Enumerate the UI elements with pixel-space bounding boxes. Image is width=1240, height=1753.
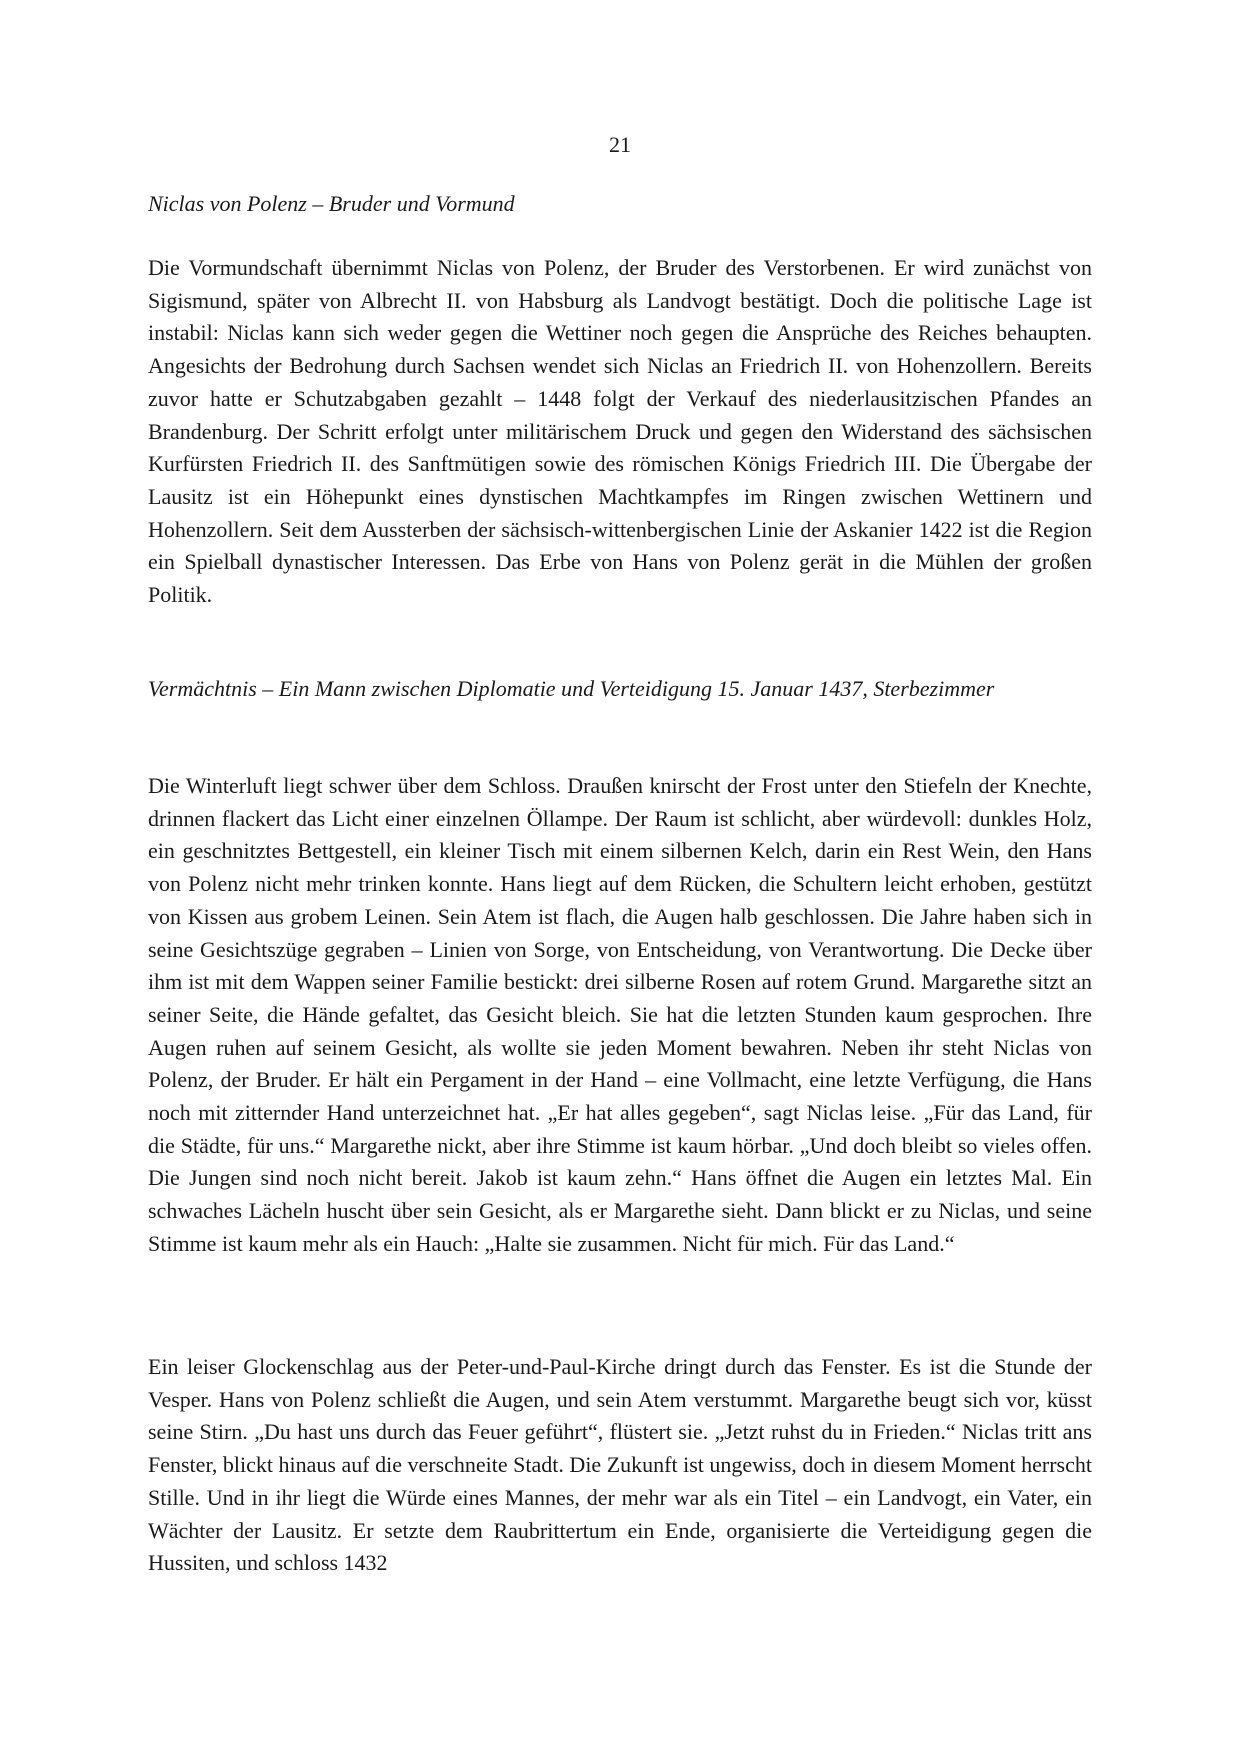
page-number: 21 [609, 132, 631, 157]
paragraph-sterbezimmer: Die Winterluft liegt schwer über dem Schloss. Draußen knirscht der Frost unter den Stiefeln der Knechte, drinnen flackert das Licht einer einzelnen Öllampe. Der Raum ist schlicht, aber würdevoll: dunkles Holz, ein geschnitztes Bettgestell, ein kleiner Tisch mit einem silbernen Kelch, darin ein Rest Wein, den Hans von Polenz nicht mehr trinken konnte. Hans liegt auf dem Rücken, die Schultern leicht erhoben, gestützt von Kissen aus grobem Leinen. Sein Atem ist flach, die Augen halb geschlossen. Die Jahre haben sich in seine Gesichtszüge gegraben – Linien von Sorge, von Entscheidung, von Verantwortung. Die Decke über ihm ist mit dem Wappen seiner Familie bestickt: drei silberne Rosen auf rotem Grund. Margarethe sitzt an seiner Seite, die Hände gefaltet, das Gesicht bleich. Sie hat die letzten Stunden kaum gesprochen. Ihre Augen ruhen auf seinem Gesicht, als wollte sie jeden Moment bewahren. Neben ihr steht Niclas von Polenz, der Bruder. Er hält ein Pergament in der Hand – eine Vollmacht, eine letzte Verfügung, die Hans noch mit zitternder Hand unterzeichnet hat. „Er hat alles gegeben“, sagt Niclas leise. „Für das Land, für die Städte, für uns.“ Margarethe nickt, aber ihre Stimme ist kaum hörbar. „Und doch bleibt so vieles offen. Die Jungen sind noch nicht bereit. Jakob ist kaum zehn.“ Hans öffnet die Augen ein letztes Mal. Ein schwaches Lächeln huscht über sein Gesicht, als er Margarethe sieht. Dann blickt er zu Niclas, und seine Stimme ist kaum mehr als ein Hauch: „Halte sie zusammen. Nicht für mich. Für das Land.“ [148, 773, 1092, 1256]
section-heading-niclas: Niclas von Polenz – Bruder und Vormund [148, 191, 515, 216]
section-heading-vermaechtnis: Vermächtnis – Ein Mann zwischen Diplomatie und Verteidigung 15. Januar 1437, Sterbezimmer [148, 676, 995, 701]
paragraph-glockenschlag: Ein leiser Glockenschlag aus der Peter-und-Paul-Kirche dringt durch das Fenster. Es ist die Stunde der Vesper. Hans von Polenz schließt die Augen, und sein Atem verstummt. Margarethe beugt sich vor, küsst seine Stirn. „Du hast uns durch das Feuer geführt“, flüstert sie. „Jetzt ruhst du in Frieden.“ Niclas tritt ans Fenster, blickt hinaus auf die verschneite Stadt. Die Zukunft ist ungewiss, doch in diesem Moment herrscht Stille. Und in ihr liegt die Würde eines Mannes, der mehr war als ein Titel – ein Landvogt, ein Vater, ein Wächter der Lausitz. Er setzte dem Raubrittertum ein Ende, organisierte die Verteidigung gegen die Hussiten, und schloss 1432 [148, 1354, 1092, 1576]
paragraph-vormundschaft: Die Vormundschaft übernimmt Niclas von Polenz, der Bruder des Verstorbenen. Er wird zunächst von Sigismund, später von Albrecht II. von Habsburg als Landvogt bestätigt. Doch die politische Lage ist instabil: Niclas kann sich weder gegen die Wettiner noch gegen die Ansprüche des Reiches behaupten. Angesichts der Bedrohung durch Sachsen wendet sich Niclas an Friedrich II. von Hohenzollern. Bereits zuvor hatte er Schutzabgaben gezahlt – 1448 folgt der Verkauf des niederlausitzischen Pfandes an Brandenburg. Der Schritt erfolgt unter militärischem Druck und gegen den Widerstand des sächsischen Kurfürsten Friedrich II. des Sanftmütigen sowie des römischen Königs Friedrich III. Die Übergabe der Lausitz ist ein Höhepunkt eines dynstischen Machtkampfes im Ringen zwischen Wettinern und Hohenzollern. Seit dem Aussterben der sächsisch-wittenbergischen Linie der Askanier 1422 ist die Region ein Spielball dynastischer Interessen. Das Erbe von Hans von Polenz gerät in die Mühlen der großen Politik. [148, 255, 1092, 608]
